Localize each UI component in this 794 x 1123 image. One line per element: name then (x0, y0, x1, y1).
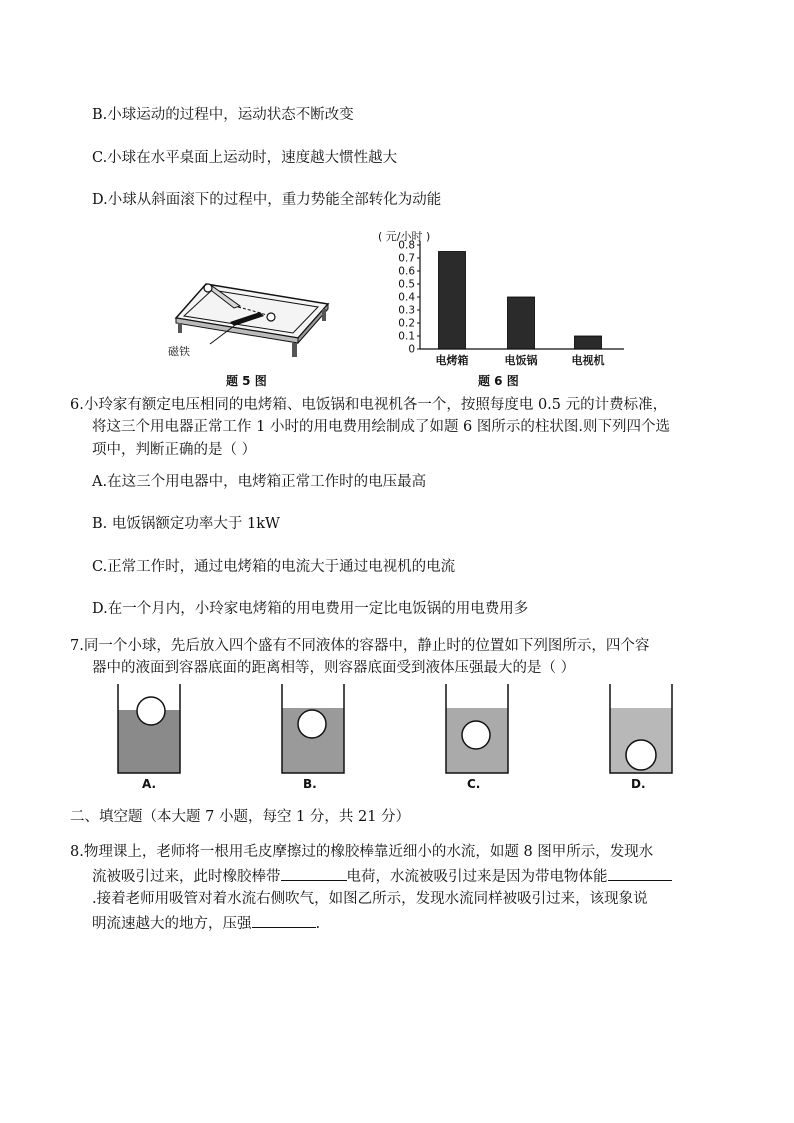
label-a: A. (142, 777, 157, 791)
fig6-caption: 题 6 图 (478, 374, 519, 388)
q6-option-c: C.正常工作时，通过电烤箱的电流大于通过电视机的电流 (92, 559, 456, 575)
q8-line1: 8.物理课上，老师将一根用毛皮摩擦过的橡胶棒靠近细小的水流，如题 8 图甲所示，发现水 (70, 844, 654, 860)
y-tick-label: 0 (408, 343, 415, 356)
bar-3 (575, 336, 602, 349)
y-tick-label: 0.7 (398, 252, 415, 265)
section2-heading: 二、填空题（本大题 7 小题，每空 1 分，共 21 分） (70, 809, 411, 825)
y-tick-label: 0.2 (398, 317, 415, 330)
label-b: B. (303, 777, 317, 791)
q8-line2 (92, 866, 672, 887)
y-tick-label: 0.8 (398, 239, 415, 252)
q6-stem-line3: 项中，判断正确的是（ ） (92, 442, 257, 458)
fig5-caption: 题 5 图 (226, 374, 267, 388)
q5-option-b: B.小球运动的过程中，运动状态不断改变 (92, 107, 354, 123)
q8-line4-text-b: . (315, 916, 321, 932)
container-a (117, 684, 181, 774)
y-tick-label: 0.3 (398, 304, 415, 317)
y-tick-label: 0.6 (398, 265, 415, 278)
q6-stem-line1: 6.小玲家有额定电压相同的电烤箱、电饭锅和电视机各一个，按照每度电 0.5 元的计费标准， (70, 397, 668, 413)
q8-blank-1[interactable] (281, 866, 347, 881)
y-tick-label: 0.1 (398, 330, 415, 343)
container-d (609, 684, 673, 774)
q6-option-d: D.在一个月内，小玲家电烤箱的用电费用一定比电饭锅的用电费用多 (92, 601, 529, 617)
q6-stem-line2: 将这三个用电器正常工作 1 小时的用电费用绘制成了如题 6 图所示的柱状图.则下列四个选 (92, 419, 670, 435)
container-b (281, 684, 345, 774)
q5-option-c: C.小球在水平桌面上运动时，速度越大惯性越大 (92, 150, 398, 166)
chart-ylabel: ( 元/小时 ) (378, 230, 431, 243)
y-tick-label: 0.4 (398, 291, 415, 304)
x-category-label: 电饭锅 (504, 354, 538, 367)
q6-option-a: A.在这三个用电器中，电烤箱正常工作时的电压最高 (92, 474, 427, 490)
label-c: C. (467, 777, 481, 791)
q8-line2-text-b: 电荷，水流被吸引过来是因为带电物体能 (346, 869, 608, 885)
fig6-bar-chart (380, 238, 630, 368)
magnet-label: 磁铁 (168, 345, 190, 358)
q7-stem-line2: 器中的液面到容器底面的距离相等，则容器底面受到液体压强最大的是（ ） (92, 660, 576, 676)
q8-blank-2[interactable] (608, 866, 672, 881)
q8-line4 (92, 913, 320, 934)
bar-2 (508, 297, 535, 349)
q8-line2-text-a: 流被吸引过来，此时橡胶棒带 (92, 869, 281, 885)
fig5-table-diagram (168, 276, 338, 366)
q7-stem-line1: 7.同一个小球，先后放入四个盛有不同液体的容器中，静止时的位置如下列图所示，四个容 (70, 638, 650, 654)
y-tick-label: 0.5 (398, 278, 415, 291)
label-d: D. (631, 777, 646, 791)
q8-blank-3[interactable] (252, 913, 316, 928)
bar-1 (439, 252, 466, 350)
x-category-label: 电烤箱 (435, 354, 469, 367)
q5-option-d: D.小球从斜面滚下的过程中，重力势能全部转化为动能 (92, 192, 442, 208)
q8-line4-text-a: 明流速越大的地方，压强 (92, 916, 252, 932)
q8-line3: .接着老师用吸管对着水流右侧吹气，如图乙所示，发现水流同样被吸引过来，该现象说 (92, 891, 648, 907)
x-category-label: 电视机 (571, 354, 605, 367)
container-c (445, 684, 509, 774)
q6-option-b: B. 电饭锅额定功率大于 1kW (92, 516, 280, 532)
